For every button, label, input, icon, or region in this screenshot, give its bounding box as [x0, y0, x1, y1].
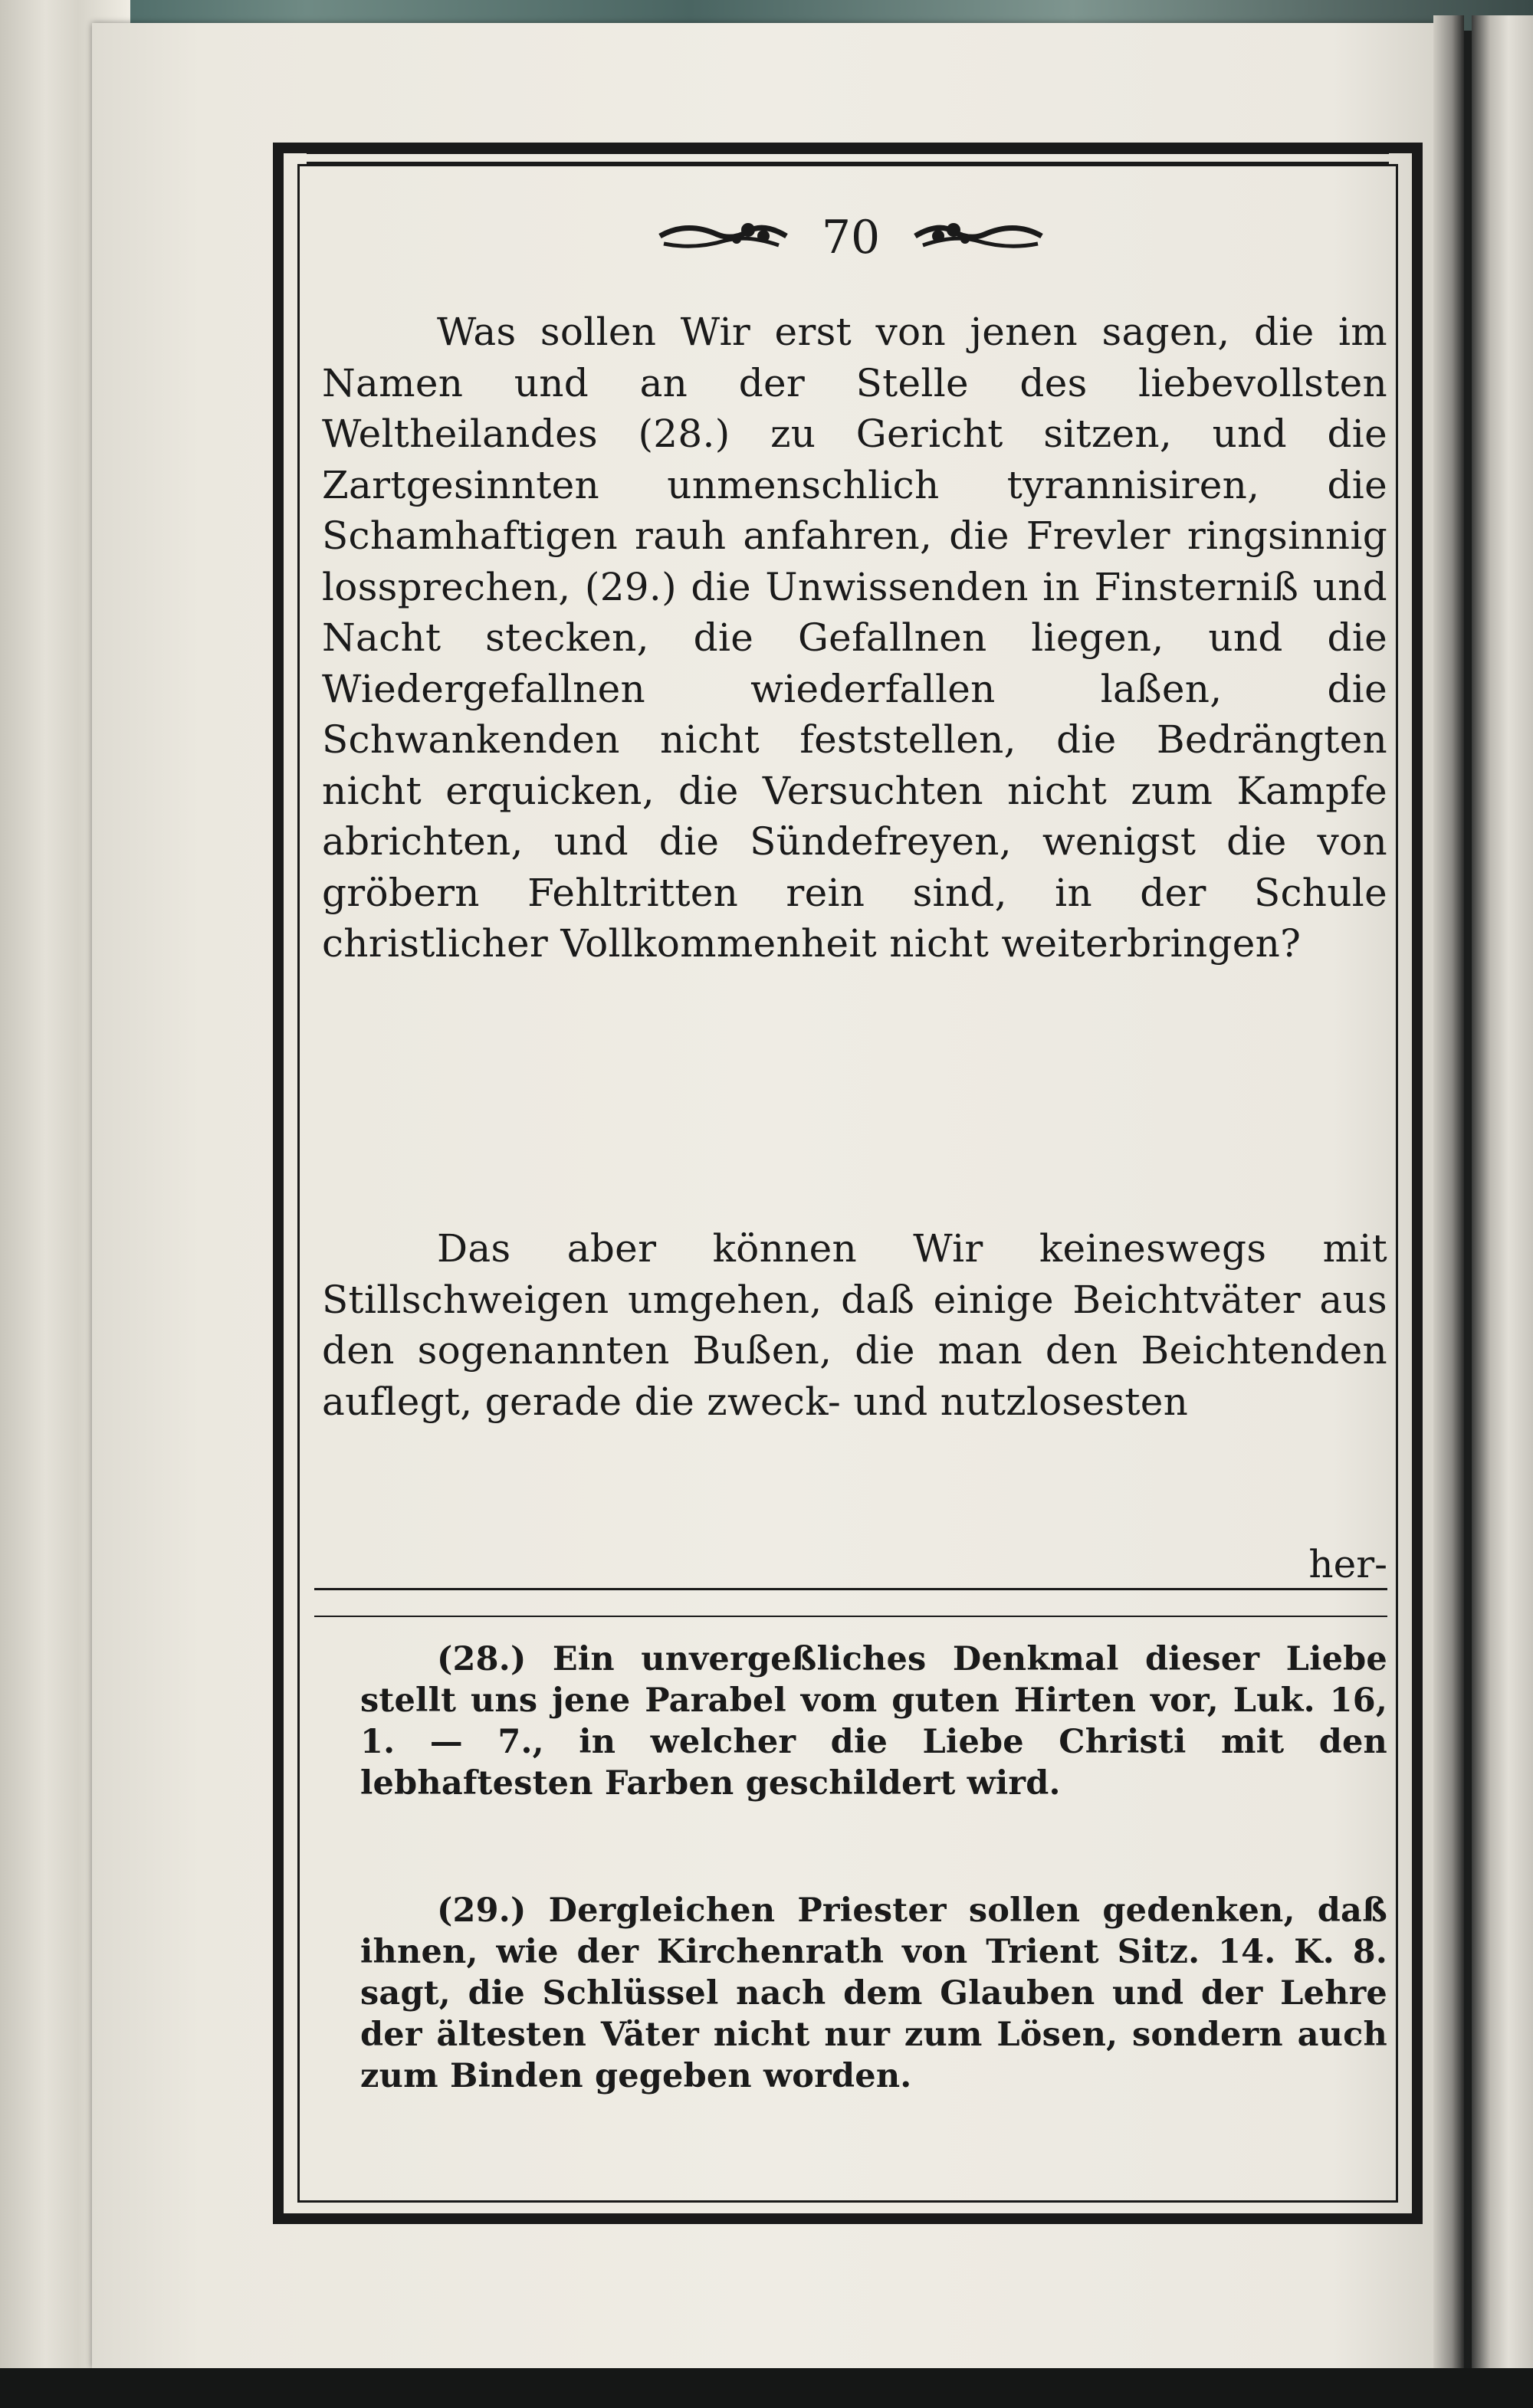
body-paragraph-1: Was sollen Wir erst von jenen sagen, die im Namen und an der Stelle des liebevollsten Weltheilandes (28.) zu Gericht sitzen, und die Zartgesinnten unmenschlich tyrannisiren, die Schamhaftigen rauh anfahren, die Frevler ringsinnig lossprechen, (29.) die Unwissenden in Finsterniß und Nacht stecken, die Gefallnen liegen, und die Wiedergefallnen wiederfallen laßen, die Schwankenden nicht feststellen, die Bedrängten nicht erquicken, die Versuchten nicht zum Kampfe abrichten, und die Sündefreyen, wenigst die von gröbern Fehltritten rein sind, in der Schule christlicher Vollkommenheit nicht weiterbringen?	[322, 310, 1387, 966]
footnote-separator-thin	[314, 1616, 1387, 1617]
scan-background	[0, 2368, 1533, 2408]
footnote-separator	[314, 1588, 1387, 1590]
body-paragraph-2: Das aber können Wir keineswegs mit Stillschweigen umgehen, daß einige Beichtväter aus den sogenannten Bußen, die man den Beichtenden auflegt, gerade die zweck- und nutzlosesten	[322, 1226, 1387, 1424]
footnote-28: (28.) Ein unvergeßliches Denkmal dieser Liebe stellt uns jene Parabel vom guten Hirten vor, Luk. 16, 1. — 7., in welcher die Liebe Christi mit den lebhaftesten Farben geschildert wird.	[360, 1640, 1387, 1803]
next-page-edge	[1472, 15, 1533, 2383]
page-gutter	[1433, 15, 1464, 2383]
catchword: her-	[1308, 1542, 1387, 1586]
flourish-right-icon	[908, 213, 1046, 262]
decorative-frame-top-bar	[307, 152, 1389, 164]
page-header	[322, 199, 1380, 276]
page-number: 70	[821, 211, 881, 264]
footnote-29: (29.) Dergleichen Priester sollen gedenken, daß ihnen, wie der Kirchenrath von Trient Sitz. 14. K. 8. sagt, die Schlüssel nach dem Glauben und der Lehre der ältesten Väter nicht nur zum Lösen, sondern auch zum Binden gegeben worden.	[360, 1891, 1387, 2095]
flourish-left-icon	[656, 213, 794, 262]
